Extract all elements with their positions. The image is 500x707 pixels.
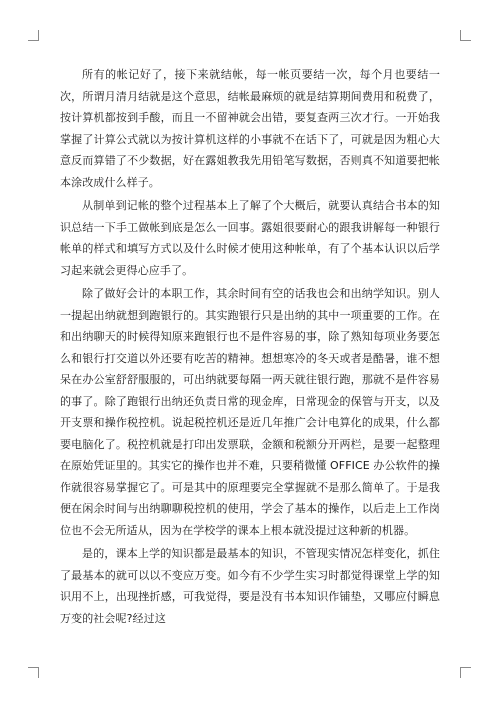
crop-mark-bottom-right: [460, 667, 471, 678]
paragraph-manual-bookkeeping: 从制单到记帐的整个过程基本上了解了个大概后，就要认真结合书本的知识总结一下手工做帐到底是怎么一回事。露姐很要耐心的跟我讲解每一种银行帐单的样式和填写方式以及什么时候才使用这种帐单，有了个基本认识以后学习起来就会更得心应手了。: [60, 199, 440, 277]
crop-mark-top-right: [460, 30, 471, 41]
paragraph-month-end-closing: 所有的帐记好了，接下来就结帐，每一帐页要结一次，每个月也要结一次，所谓月清月结就是这个意思，结帐最麻烦的就是结算期间费用和税费了，按计算机都按到手酸，而且一不留神就会出错，要复查两三次才行。一开始我掌握了计算公式就以为按计算机这样的小事就不在话下了，可就是因为粗心大意反而算错了不少数据，好在露姐教我先用铅笔写数据，否则真不知道要把帐本涂改成什么样子。: [60, 68, 440, 189]
paragraph-cashier-duties: 除了做好会计的本职工作，其余时间有空的话我也会和出纳学知识。别人一提起出纳就想到跑银行的。其实跑银行只是出纳的其中一项重要的工作。在和出纳聊天的时候得知原来跑银行也不是件容易的事，除了熟知每项业务要怎么和银行打交道以外还要有吃苦的精神。想想寒冷的冬天或者是酷暑，谁不想呆在办公室舒舒服服的，可出纳就要每隔一两天就往银行跑，那就不是件容易的事了。除了跑银行出纳还负责日常的现金库，日常现金的保管与开支，以及开支票和操作税控机。说起税控机还是近几年推广会计电算化的成果，什么都要电脑化了。税控机就是打印出发票联，金额和税额分开两栏，是要一起整理在原始凭证里的。其实它的操作也并不难，只要稍微懂 OFFICE 办公软件的操作就很容易掌握它了。可是其中的原理要完全掌握就不是那么简单了。于是我便在闲余时间与出纳聊聊税控机的使用，学会了基本的操作，以后走上工作岗位也不会无所适从，因为在学校学的课本上根本就没提过这种新的机器。: [60, 287, 440, 537]
paragraph-textbook-knowledge: 是的，课本上学的知识都是最基本的知识，不管现实情况怎样变化，抓住了最基本的就可以以不变应万变。如今有不少学生实习时都觉得课堂上学的知识用不上，出现挫折感，可我觉得，要是没有书本知识作铺垫，又哪应付瞬息万变的社会呢?经过这: [60, 547, 440, 625]
document-body: [60, 64, 440, 631]
crop-mark-bottom-left: [28, 667, 39, 678]
crop-mark-top-left: [28, 30, 39, 41]
